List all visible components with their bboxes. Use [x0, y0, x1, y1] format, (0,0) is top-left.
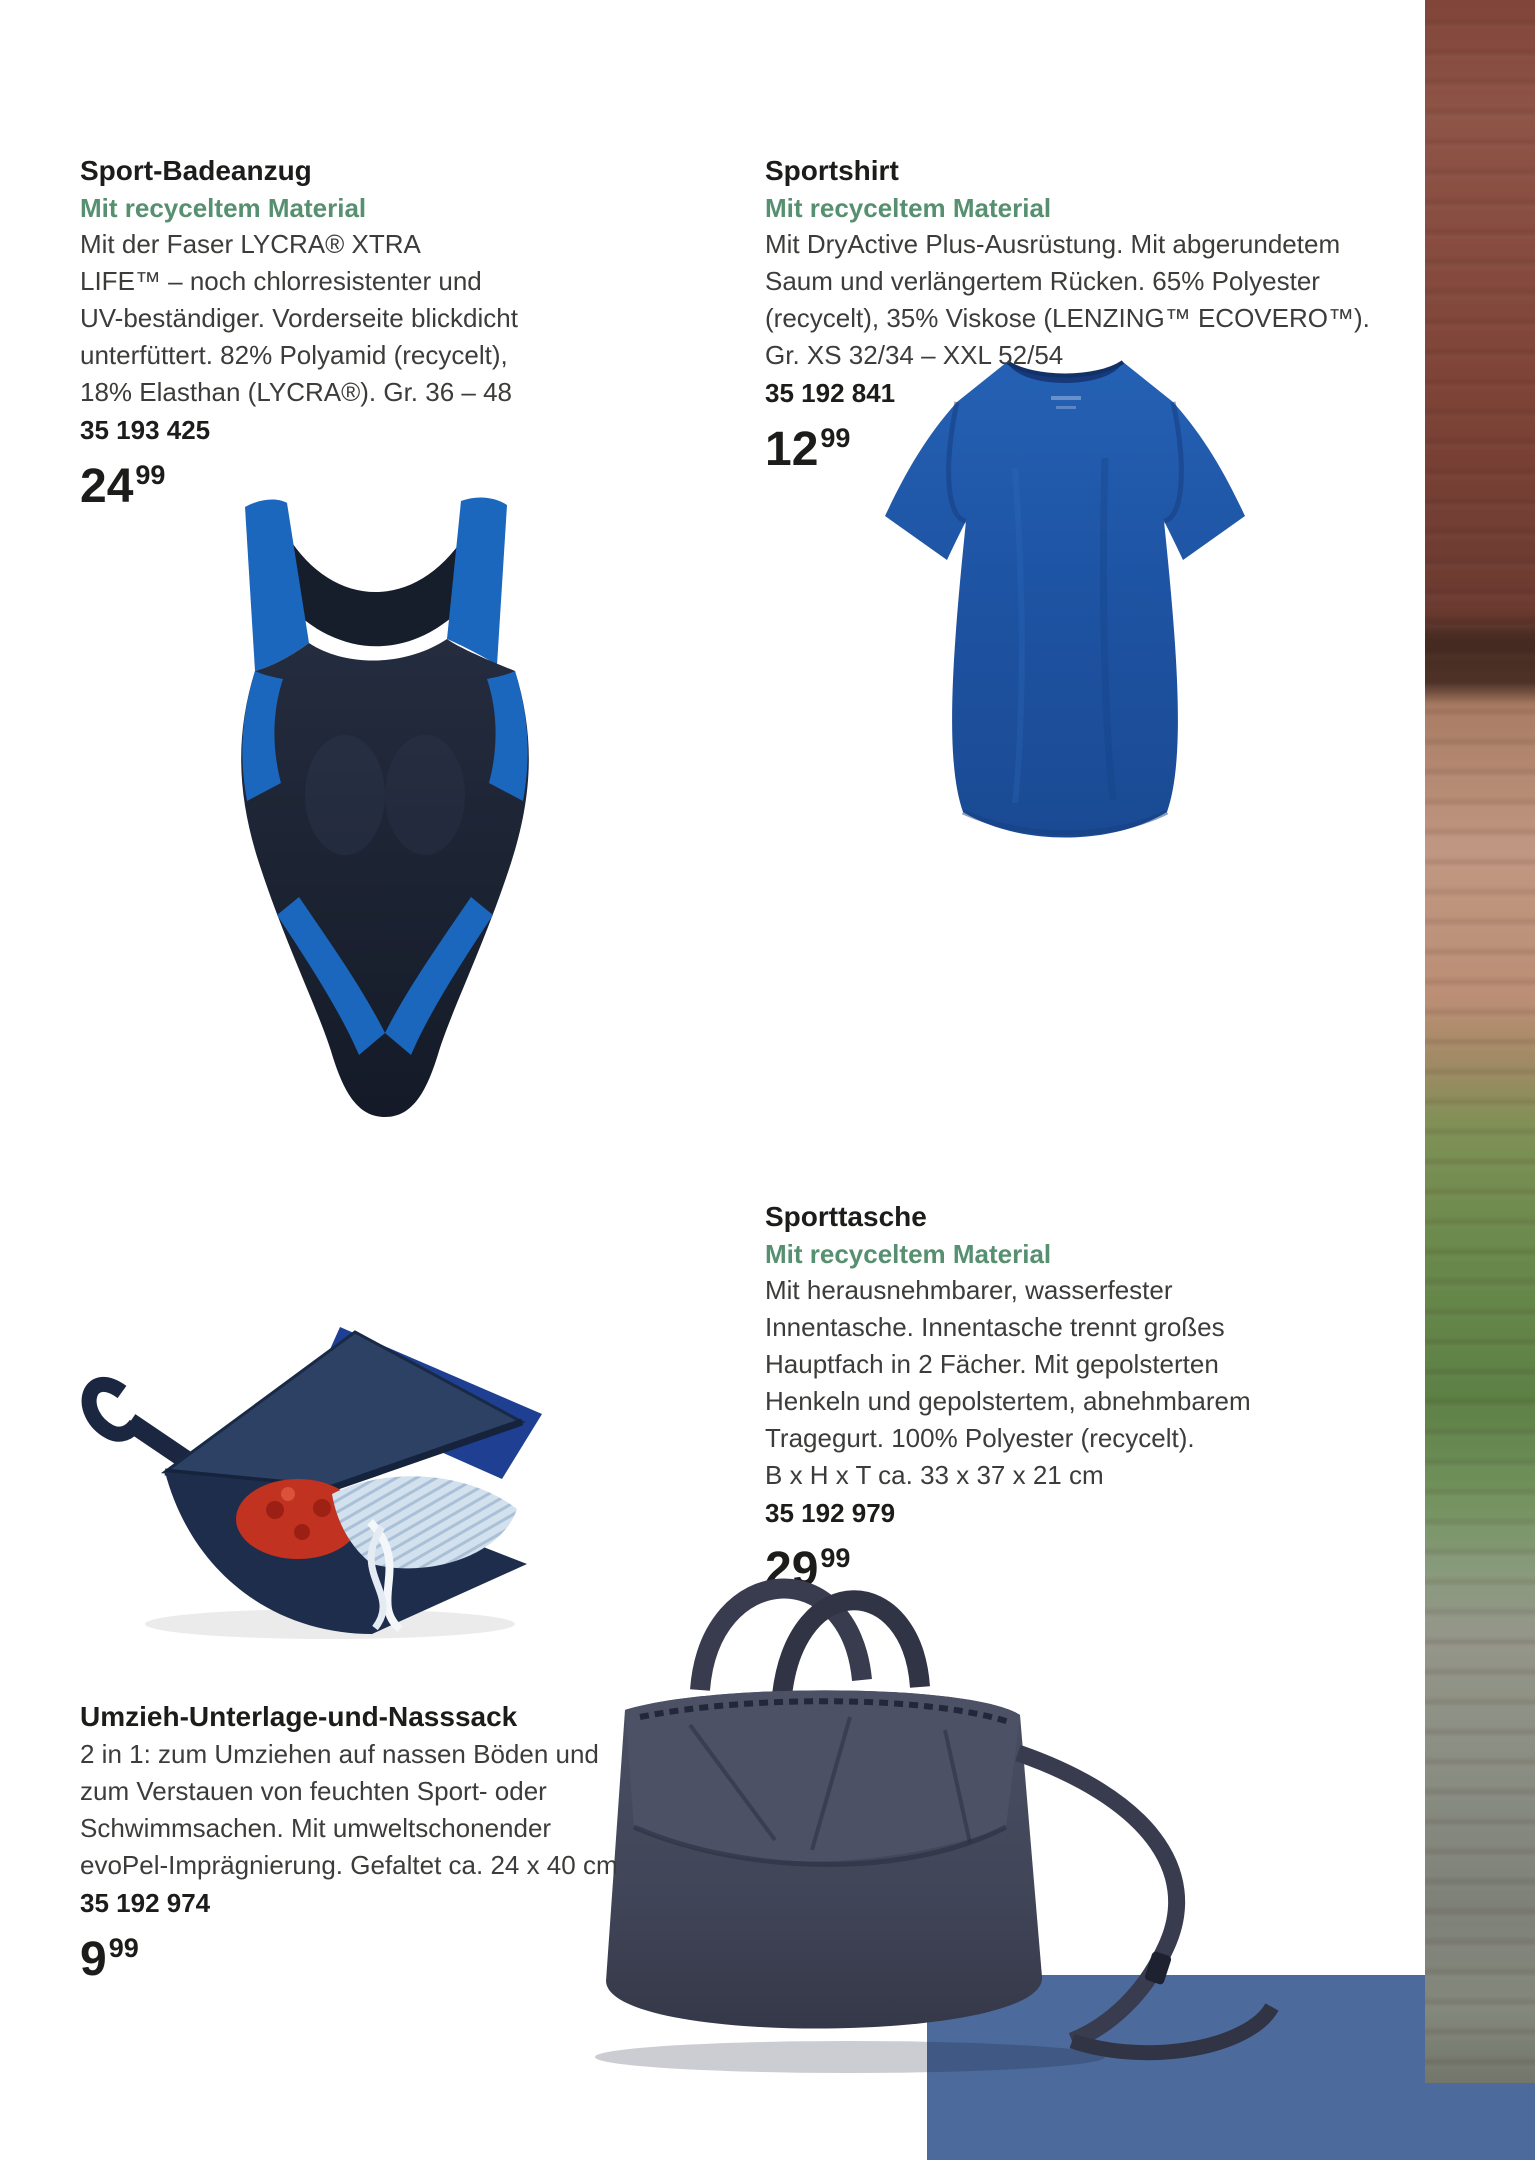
- article-number: 35 193 425: [80, 415, 211, 445]
- article-number: 35 192 979: [765, 1498, 896, 1528]
- product-title: Sport-Badeanzug: [80, 155, 312, 186]
- article-number: 35 192 841: [765, 378, 896, 408]
- product-title: Umzieh-Unterlage-und-Nasssack: [80, 1701, 518, 1732]
- brick-grass-cobblestone-photo: [1425, 0, 1535, 2083]
- price-cents: 99: [108, 1933, 139, 1963]
- product-umzieh-unterlage: [80, 1698, 680, 1987]
- price-euros: 29: [765, 1543, 819, 1596]
- product-sport-badeanzug: [80, 152, 570, 514]
- price: [80, 1932, 680, 1987]
- swimsuit-image: [225, 495, 545, 1135]
- product-description: Mit herausnehmbarer, wasserfester Innentasche. Innentasche trennt großes Hauptfach in 2 Fächer. Mit gepolsterten Henkeln und gepolstertem, abnehmbarem Tragegurt. 100% Polyester (recycelt). B x H x T ca. 33 x 37 x 21 cm: [765, 1275, 1251, 1490]
- eco-label: Mit recyceltem Material: [765, 193, 1052, 223]
- price-cents: 99: [820, 423, 851, 453]
- price-cents: 99: [135, 460, 166, 490]
- product-sportshirt: [765, 152, 1370, 477]
- article-number: 35 192 974: [80, 1888, 211, 1918]
- price-euros: 24: [80, 460, 134, 513]
- product-description: Mit der Faser LYCRA® XTRA LIFE™ – noch chlorresistenter und UV-beständiger. Vorderseite blickdicht unterfüttert. 82% Polyamid (recycelt), 18% Elasthan (LYCRA®). Gr. 36 – 48: [80, 229, 518, 407]
- price-cents: 99: [820, 1543, 851, 1573]
- product-description: 2 in 1: zum Umziehen auf nassen Böden und zum Verstauen von feuchten Sport- oder Schwimmsachen. Mit umweltschonender evoPel-Imprägnierung. Gefaltet ca. 24 x 40 cm: [80, 1739, 618, 1880]
- eco-label: Mit recyceltem Material: [765, 1239, 1052, 1269]
- price: [80, 459, 570, 514]
- eco-label: Mit recyceltem Material: [80, 193, 367, 223]
- price-euros: 9: [80, 1933, 107, 1986]
- outdoor-photo-strip: [1425, 0, 1535, 2083]
- product-description: Mit DryActive Plus-Ausrüstung. Mit abgerundetem Saum und verlängertem Rücken. 65% Polyester (recycelt), 35% Viskose (LENZING™ ECOVERO™). Gr. XS 32/34 – XXL 52/54: [765, 229, 1370, 370]
- price: [765, 422, 1365, 477]
- product-title: Sporttasche: [765, 1201, 927, 1232]
- price-euros: 12: [765, 423, 819, 476]
- mat-wetbag-image: [70, 1272, 570, 1647]
- product-title: Sportshirt: [765, 155, 899, 186]
